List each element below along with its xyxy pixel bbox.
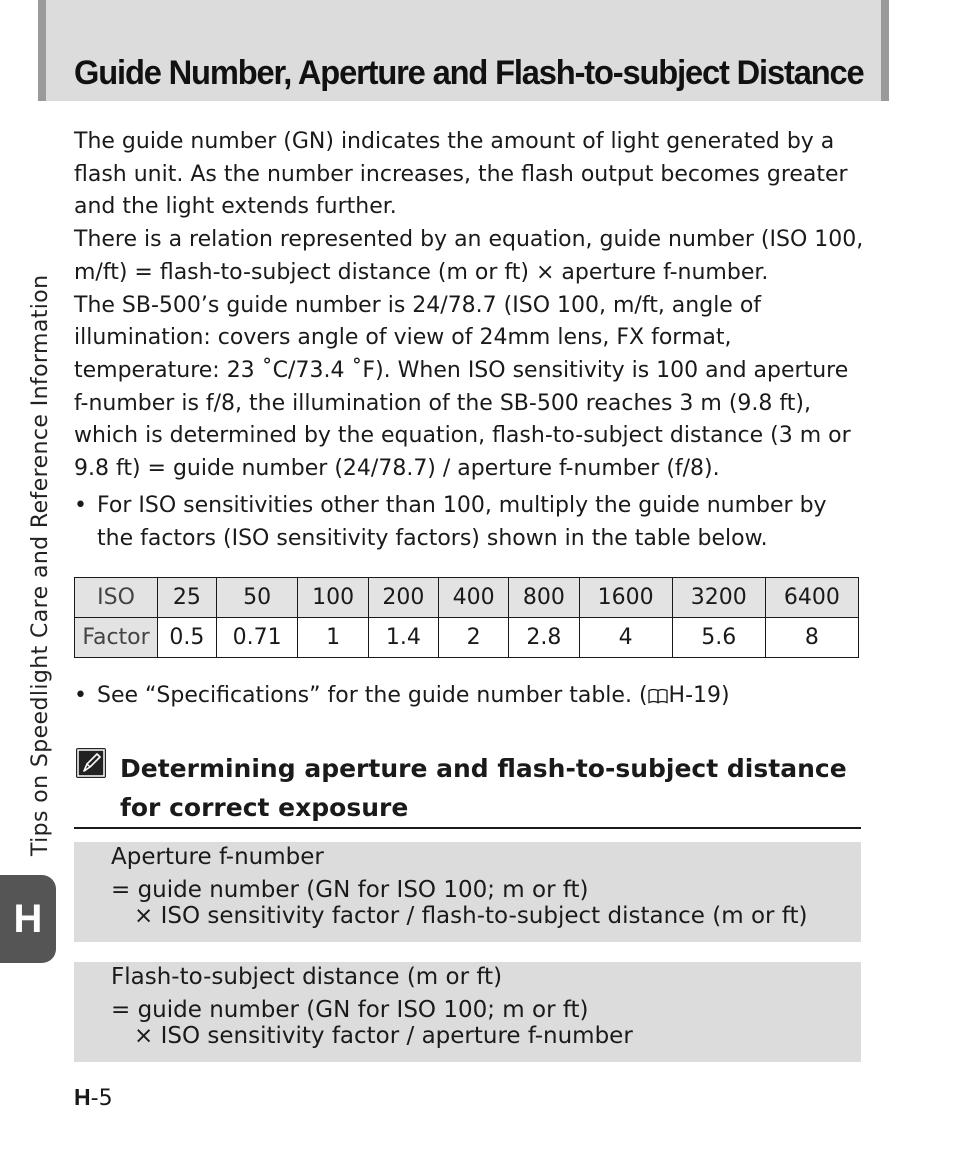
iso-cell: 400 xyxy=(439,578,509,618)
bullet-text-specifications xyxy=(74,680,864,713)
specifications-reference-text: See “Specifications” for the guide number table. ( xyxy=(97,683,648,708)
iso-factor-table xyxy=(74,577,859,658)
page-title: Guide Number, Aperture and Flash-to-subject Distance xyxy=(74,54,864,92)
page-reference[interactable]: H-19) xyxy=(668,683,730,708)
page-number xyxy=(74,1084,113,1111)
bullet-marker: • xyxy=(74,493,87,518)
note-heading: Determining aperture and flash-to-subject distance for correct exposure xyxy=(120,754,847,822)
factor-cell: 1 xyxy=(298,618,368,658)
formula-line: Flash-to-subject distance (m or ft) xyxy=(111,964,503,990)
book-reference-icon xyxy=(648,682,668,698)
formula-line: Aperture f-number xyxy=(111,844,324,870)
iso-cell: 200 xyxy=(368,578,438,618)
formula-line: = guide number (GN for ISO 100; m or ft) xyxy=(111,877,589,903)
iso-cell: 100 xyxy=(298,578,368,618)
paragraph-guide-number: The guide number (GN) indicates the amount of light generated by a flash unit. As the number increases, the flash output becomes greater and the light extends further. xyxy=(74,129,848,220)
section-side-label: Tips on Speedlight Care and Reference Information xyxy=(28,274,53,856)
iso-cell: 6400 xyxy=(765,578,858,618)
header-left-edge xyxy=(38,0,46,101)
page-number-value: -5 xyxy=(90,1086,113,1111)
iso-cell: 50 xyxy=(216,578,298,618)
factor-cell: 8 xyxy=(765,618,858,658)
iso-cell: 25 xyxy=(158,578,217,618)
formula-line: × ISO sensitivity factor / flash-to-subject distance (m or ft) xyxy=(134,903,808,929)
factor-cell: 0.71 xyxy=(216,618,298,658)
formula-line: = guide number (GN for ISO 100; m or ft) xyxy=(111,997,589,1023)
page-number-letter: H xyxy=(74,1084,91,1110)
formula-box-aperture xyxy=(74,842,861,942)
row-header-iso: ISO xyxy=(75,578,158,618)
formula-box-distance xyxy=(74,962,861,1062)
factor-cell: 5.6 xyxy=(672,618,765,658)
factor-cell: 1.4 xyxy=(368,618,438,658)
row-header-factor: Factor xyxy=(75,618,158,658)
factor-cell: 0.5 xyxy=(158,618,217,658)
iso-cell: 1600 xyxy=(579,578,672,618)
header-right-edge xyxy=(881,0,889,101)
table-row-iso xyxy=(75,578,859,618)
list-item xyxy=(74,680,864,713)
formula-line: × ISO sensitivity factor / aperture f-number xyxy=(134,1023,633,1049)
note-divider xyxy=(74,827,861,829)
paragraph-equation: There is a relation represented by an equation, guide number (ISO 100, m/ft) = flash-to-subject distance (m or ft) × aperture f-number. xyxy=(74,227,864,285)
bullet-text-iso-factors: For ISO sensitivities other than 100, multiply the guide number by the factors (ISO sensitivity factors) shown in the table below. xyxy=(97,493,827,551)
factor-cell: 2.8 xyxy=(509,618,579,658)
iso-cell: 800 xyxy=(509,578,579,618)
paragraph-sb500: The SB-500’s guide number is 24/78.7 (ISO 100, m/ft, angle of illumination: covers angle of view of 24mm lens, FX format, temperature: 23 ˚C/73.4 ˚F). When ISO sensitivity is 100 and aperture f-number is f/8, the illumination of the SB-500 reaches 3 m (9.8 ft), which is determined by the equation, flash-to-subject distance (3 m or 9.8 ft) = guide number (24/78.7) / aperture f-number (f/8). xyxy=(74,292,851,482)
factor-cell: 2 xyxy=(439,618,509,658)
bullet-marker: • xyxy=(74,683,87,708)
body-text xyxy=(74,126,864,486)
pencil-note-icon xyxy=(76,748,106,778)
table-row-factor xyxy=(75,618,859,658)
iso-cell: 3200 xyxy=(672,578,765,618)
section-tab: H xyxy=(0,875,56,963)
list-item xyxy=(74,490,864,555)
factor-cell: 4 xyxy=(579,618,672,658)
